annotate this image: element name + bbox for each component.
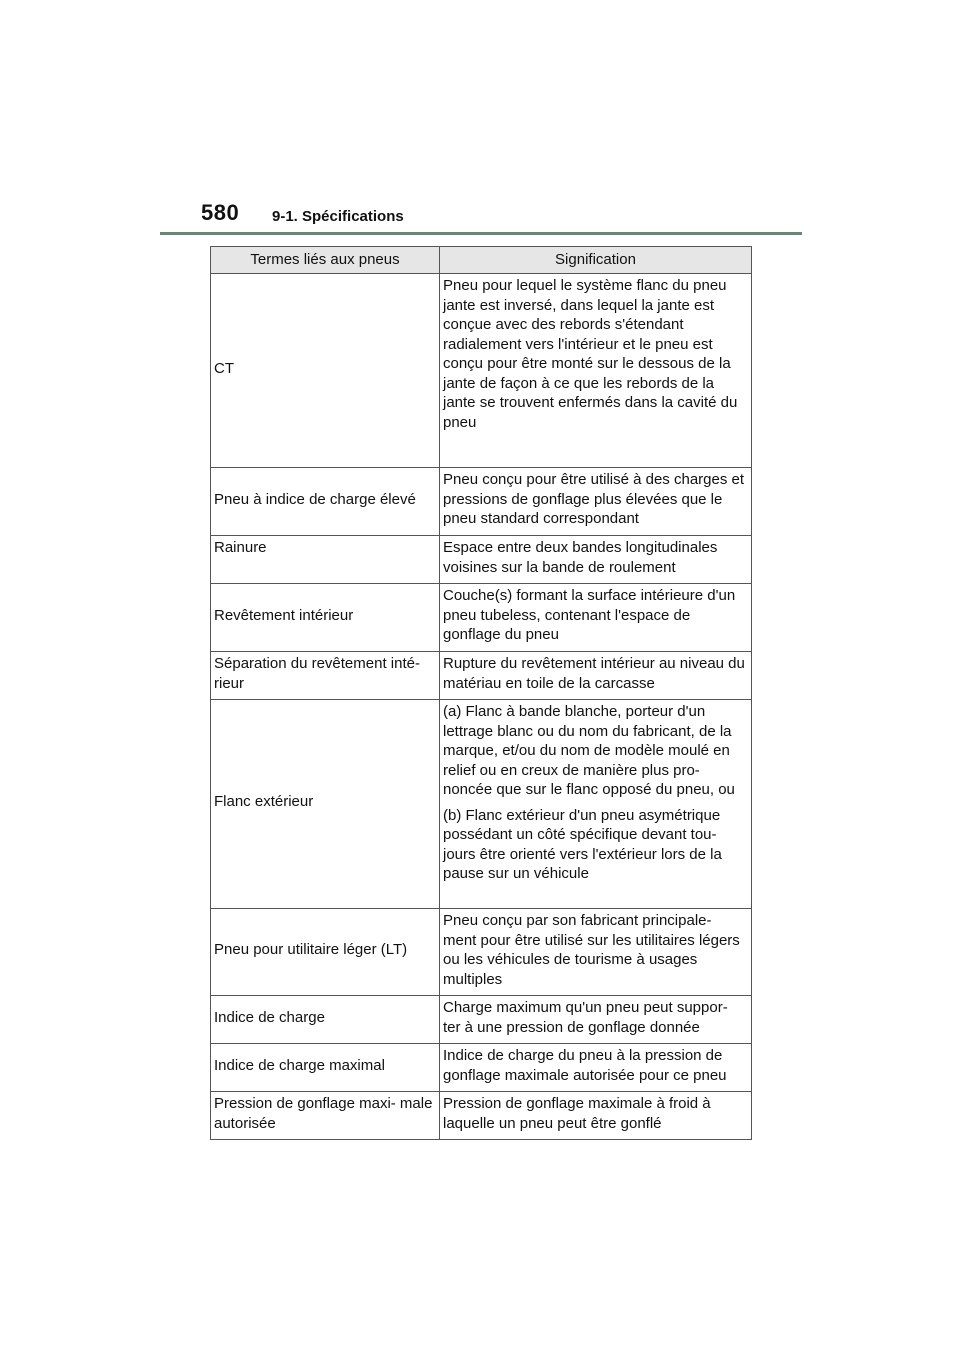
- meaning-text: Couche(s) formant la surface intérieure d'un pneu tubeless, contenant l'espace de gonflage du pneu: [443, 587, 736, 643]
- term-cell: Séparation du revêtement inté- rieur: [211, 652, 440, 700]
- meaning-text: Rupture du revêtement intérieur au niveau du matériau en toile de la carcasse: [443, 655, 745, 692]
- meaning-cell: [440, 536, 752, 584]
- table-row: [211, 700, 752, 909]
- meaning-text: Pneu pour lequel le système flanc du pneu jante est inversé, dans lequel la jante est conçue avec des rebords s'étendant radialement vers l'intérieur et le pneu est conçu pour être monté sur le dessous de la jante de façon à ce que les rebords de la jante se trouvent enfermés dans la cavité du pneu: [443, 277, 738, 431]
- meaning-cell: [440, 700, 752, 909]
- meaning-text: (a) Flanc à bande blanche, porteur d'un lettrage blanc ou du nom du fabricant, de la marque, et/ou du nom de modèle moulé en relief ou en creux de manière plus pro- noncée que sur le flanc opposé du pneu, ou: [443, 703, 735, 798]
- term-cell: Rainure: [211, 536, 440, 584]
- table-row: [211, 274, 752, 468]
- term-cell: Pneu pour utilitaire léger (LT): [211, 909, 440, 996]
- meaning-cell: [440, 274, 752, 468]
- meaning-cell: [440, 584, 752, 652]
- meaning-text: Indice de charge du pneu à la pression de gonflage maximale autorisée pour ce pneu: [443, 1047, 727, 1084]
- term-cell: Indice de charge maximal: [211, 1044, 440, 1092]
- meaning-text: Pneu conçu pour être utilisé à des charges et pressions de gonflage plus élevées que le pneu standard correspondant: [443, 471, 745, 527]
- meaning-cell: [440, 996, 752, 1044]
- meaning-text: Pression de gonflage maximale à froid à laquelle un pneu peut être gonflé: [443, 1095, 711, 1132]
- term-cell: Indice de charge: [211, 996, 440, 1044]
- meaning-cell: [440, 468, 752, 536]
- tire-terms-table: [210, 246, 752, 1140]
- meaning-text: Pneu conçu par son fabricant principale- ment pour être utilisé sur les utilitaires légers ou les véhicules de tourisme à usages multiples: [443, 912, 740, 988]
- meaning-cell: [440, 1044, 752, 1092]
- table-row: [211, 996, 752, 1044]
- meaning-cell: [440, 652, 752, 700]
- column-header-meaning: Signification: [440, 247, 752, 274]
- table-row: [211, 584, 752, 652]
- header-rule: [160, 232, 802, 235]
- section-title: 9-1. Spécifications: [272, 208, 404, 225]
- page-number: 580: [201, 200, 240, 225]
- table-row: [211, 536, 752, 584]
- table-row: [211, 1044, 752, 1092]
- table-row: [211, 1092, 752, 1140]
- term-cell: CT: [211, 274, 440, 468]
- term-cell: Pneu à indice de charge élevé: [211, 468, 440, 536]
- column-header-terms: Termes liés aux pneus: [211, 247, 440, 274]
- table-row: [211, 909, 752, 996]
- term-cell: Revêtement intérieur: [211, 584, 440, 652]
- table-row: [211, 468, 752, 536]
- term-cell: Pression de gonflage maxi- male autorisée: [211, 1092, 440, 1140]
- meaning-cell: [440, 909, 752, 996]
- term-cell: Flanc extérieur: [211, 700, 440, 909]
- meaning-text: Espace entre deux bandes longitudinales voisines sur la bande de roulement: [443, 539, 718, 576]
- table-row: [211, 652, 752, 700]
- meaning-text: Charge maximum qu'un pneu peut suppor- ter à une pression de gonflage donnée: [443, 999, 728, 1036]
- meaning-text: (b) Flanc extérieur d'un pneu asymétrique possédant un côté spécifique devant tou- jours être orienté vers l'extérieur lors de la pause sur un véhicule: [443, 806, 722, 882]
- table-header-row: [211, 247, 752, 274]
- meaning-cell: [440, 1092, 752, 1140]
